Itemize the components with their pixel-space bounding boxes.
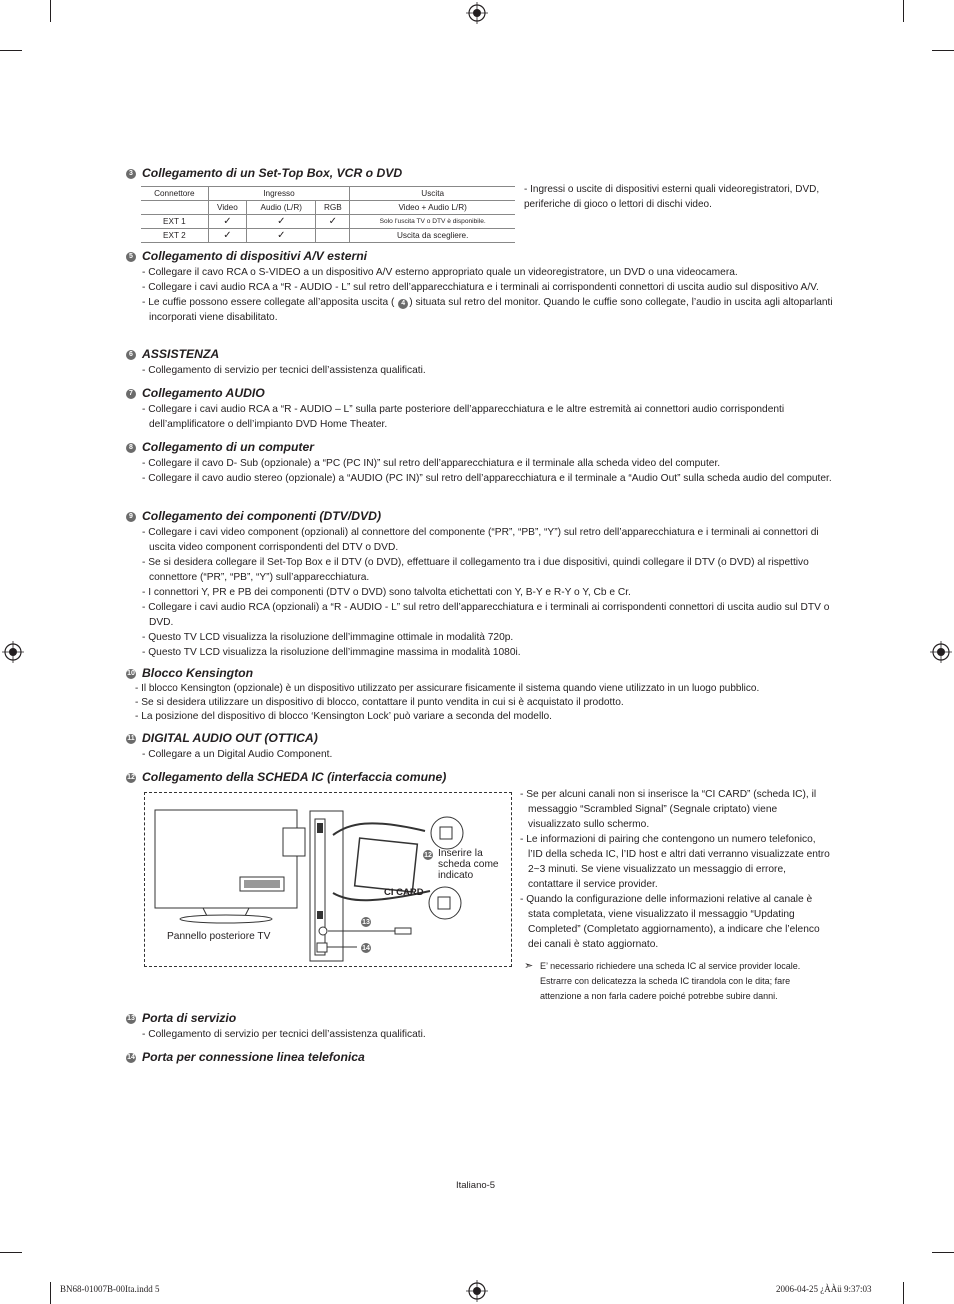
panel-label: Pannello posteriore TV <box>167 931 271 942</box>
list-item: - I connettori Y, PR e PB dei componenti (DTV o DVD) sono talvolta etichettati con Y, B-Y e R-Y o Y, Cb e Cr. <box>142 587 631 598</box>
table-header: Uscita <box>350 187 515 201</box>
list-item: - Collegare i cavi audio RCA a “R - AUDIO – L” sulla parte posteriore dell’apparecchiatura e le altre estremità ai connettori audio corrispondenti dell’amplificatore o dell’impianto DVD Home Theater. <box>142 404 785 430</box>
section-number-icon: 3 <box>126 169 136 179</box>
crop-mark <box>0 1252 22 1253</box>
list-item: - Collegamento di servizio per tecnici dell’assistenza qualificati. <box>142 1029 426 1040</box>
list-item: - Collegare il cavo D- Sub (opzionale) a “PC (PC IN)” sul retro dell’apparecchiatura e il terminale alla scheda video del computer. <box>142 458 721 469</box>
check-icon: ✓ <box>247 229 316 243</box>
crop-mark <box>0 50 22 51</box>
table-cell: Uscita da scegliere. <box>350 229 515 243</box>
table-header: Connettore <box>141 187 208 201</box>
section-number-icon: 5 <box>126 252 136 262</box>
section-number-icon: 8 <box>126 443 136 453</box>
check-icon: ✓ <box>247 215 316 229</box>
number-12-icon: 12 <box>424 851 432 859</box>
section-title: Porta di servizio <box>142 1011 237 1025</box>
table-header: Video + Audio L/R) <box>350 201 515 215</box>
section-number-icon: 11 <box>127 735 135 742</box>
list-item: - Se per alcuni canali non si inserisce la “CI CARD” (scheda IC), il messaggio “Scrambled Signal” (Segnale criptato) viene visualizzato sullo schermo. <box>520 789 817 830</box>
ci-card-diagram <box>144 792 512 967</box>
table-header: Video <box>208 201 246 215</box>
list-item: - Questo TV LCD visualizza la risoluzione dell’immagine massima in modalità 1080i. <box>142 647 521 658</box>
table-cell: EXT 2 <box>141 229 208 243</box>
list-item: - Collegare il cavo audio stereo (opzionale) a “AUDIO (PC IN)” sul retro dell’apparecchiatura e il terminale a “Audio Out” sulla scheda audio del computer. <box>142 473 832 484</box>
footer-timestamp: 2006-04-25 ¿ÀÀü 9:37:03 <box>776 1284 872 1294</box>
section-number-icon: 13 <box>127 1015 135 1022</box>
list-item: - Collegare i cavi audio RCA (opzionali) a “R - AUDIO - L” sul retro dell’apparecchiatura e i terminali ai corrispondenti connettori di uscita audio sul DTV o DVD. <box>142 602 830 628</box>
section-service-port <box>126 1011 836 1042</box>
list-item: - Se si desidera collegare il Set-Top Box e il DTV (o DVD), effettuare il collegamento tra i due dispositivi, quindi collegare il DTV (o DVD) al rispettivo connettore (“PR”, “PB”, “Y”) sull’apparecchiatura. <box>142 557 809 583</box>
section-kensington <box>126 666 846 724</box>
section-title: ASSISTENZA <box>142 347 220 361</box>
headphone-jack-icon: 4 <box>398 299 408 309</box>
ci-tip <box>524 959 829 1004</box>
section-assistance <box>126 347 836 378</box>
section-audio <box>126 386 836 432</box>
crop-mark <box>50 0 51 22</box>
table-header: RGB <box>316 201 350 215</box>
section-title: Porta per connessione linea telefonica <box>142 1050 365 1064</box>
list-item: - Collegamento di servizio per tecnici dell’assistenza qualificati. <box>142 365 426 376</box>
registration-mark-icon <box>466 2 488 24</box>
note-arrow-icon: ➣ <box>524 960 534 972</box>
list-item: - Il blocco Kensington (opzionale) è un dispositivo utilizzato per assicurare fisicamente il sistema quando viene utilizzato in un luogo pubblico. <box>135 683 760 694</box>
section-digital-audio <box>126 731 836 762</box>
section-title: Collegamento di un computer <box>142 440 314 454</box>
connector-table <box>141 186 515 243</box>
table-cell <box>316 229 350 243</box>
section-title: Collegamento di un Set-Top Box, VCR o DVD <box>142 166 403 180</box>
section-title: Collegamento della SCHEDA IC (interfaccia comune) <box>142 770 447 784</box>
table-row <box>141 229 515 243</box>
page-number: Italiano-5 <box>456 1180 496 1191</box>
ci-card-label: CI CARD <box>384 887 424 898</box>
check-icon: ✓ <box>316 215 350 229</box>
section-phone-port <box>126 1050 836 1066</box>
footer-file-name: BN68-01007B-00Ita.indd 5 <box>60 1284 160 1294</box>
section-number-icon: 12 <box>127 774 135 781</box>
insert-label: Inserire la scheda come indicato <box>438 848 499 881</box>
tip-text: E’ necessario richiedere una scheda IC al service provider locale. Estrarre con delicatezza la scheda IC tirandola con le dita; fare attenzione a non farla cadere poiché potrebbe subire danni. <box>540 961 801 1001</box>
list-item: - Se si desidera utilizzare un dispositivo di blocco, contattare il punto vendita in cui si è acquistato il prodotto. <box>135 697 624 708</box>
section-title: Collegamento di dispositivi A/V esterni <box>142 249 368 263</box>
list-item: - Questo TV LCD visualizza la risoluzione dell’immagine ottimale in modalità 720p. <box>142 632 514 643</box>
list-item: - Quando la configurazione delle informazioni relative al canale è stata completata, viene visualizzato il messaggio “Updating Completed” (Completato aggiornamento), a indicare che l’elenco dei canali è stato aggiornato. <box>520 894 820 950</box>
ci-notes <box>520 787 832 952</box>
section-number-icon: 10 <box>127 670 135 677</box>
check-icon: ✓ <box>208 229 246 243</box>
table-note: - Ingressi o uscite di dispositivi esterni quali videoregistratori, DVD, periferiche di gioco o lettori di dischi video. <box>524 184 820 210</box>
table-cell: EXT 1 <box>141 215 208 229</box>
section-computer <box>126 440 836 486</box>
section-ci-card <box>126 770 836 786</box>
section-number-icon: 7 <box>126 389 136 399</box>
section-title: Collegamento dei componenti (DTV/DVD) <box>142 509 382 523</box>
section-components <box>126 509 836 660</box>
registration-mark-icon <box>2 641 24 663</box>
list-item: - Collegare i cavi audio RCA a “R - AUDIO - L” sul retro dell’apparecchiatura e i terminali ai corrispondenti connettori di uscita audio sul dispositivo A/V. <box>142 282 819 293</box>
section-title: DIGITAL AUDIO OUT (OTTICA) <box>142 731 318 745</box>
section-number-icon: 9 <box>126 512 136 522</box>
list-item: - Le cuffie possono essere collegate all’apposita uscita ( 4 ) situata sul retro del monitor. Quando le cuffie sono collegate, l’audio in uscita agli altoparlanti incorporati viene disabilitato. <box>142 297 833 323</box>
table-header: Audio (L/R) <box>247 201 316 215</box>
check-icon: ✓ <box>208 215 246 229</box>
section-heading <box>126 166 836 181</box>
section-set-top-box <box>126 166 836 182</box>
section-title: Collegamento AUDIO <box>142 386 265 400</box>
section-title: Blocco Kensington <box>142 666 254 680</box>
section-number-icon: 14 <box>127 1054 135 1061</box>
number-13-icon: 13 <box>362 918 370 926</box>
crop-mark <box>903 1282 904 1304</box>
table-row <box>141 215 515 229</box>
registration-mark-icon <box>930 641 952 663</box>
number-14-icon: 14 <box>362 944 370 952</box>
crop-mark <box>932 50 954 51</box>
list-item: - Collegare a un Digital Audio Component. <box>142 749 333 760</box>
registration-mark-icon <box>466 1280 488 1302</box>
list-item: - Collegare il cavo RCA o S-VIDEO a un dispositivo A/V esterno appropriato quale un videoregistratore, un DVD o una videocamera. <box>142 267 738 278</box>
section-av-devices <box>126 249 836 325</box>
list-item: - Le informazioni di pairing che contengono un numero telefonico, l’ID della scheda IC, l’ID host e altri dati verranno visualizzate entro 2~3 minuti. Se viene visualizzato un messaggio di errore, contattare il service provider. <box>520 834 830 890</box>
crop-mark <box>50 1282 51 1304</box>
list-item: - Collegare i cavi video component (opzionali) al connettore del componente (“PR”, “PB”, “Y”) sul retro dell’apparecchiatura e i terminali ai connettori di uscita video component corrispondenti del DTV o DVD. <box>142 527 819 553</box>
table-header: Ingresso <box>208 187 350 201</box>
crop-mark <box>903 0 904 22</box>
list-item: - La posizione del dispositivo di blocco ‘Kensington Lock’ può variare a seconda del modello. <box>135 711 552 722</box>
crop-mark <box>932 1252 954 1253</box>
section-number-icon: 6 <box>126 350 136 360</box>
table-cell: Solo l’uscita TV o DTV è disponibile. <box>350 215 515 229</box>
